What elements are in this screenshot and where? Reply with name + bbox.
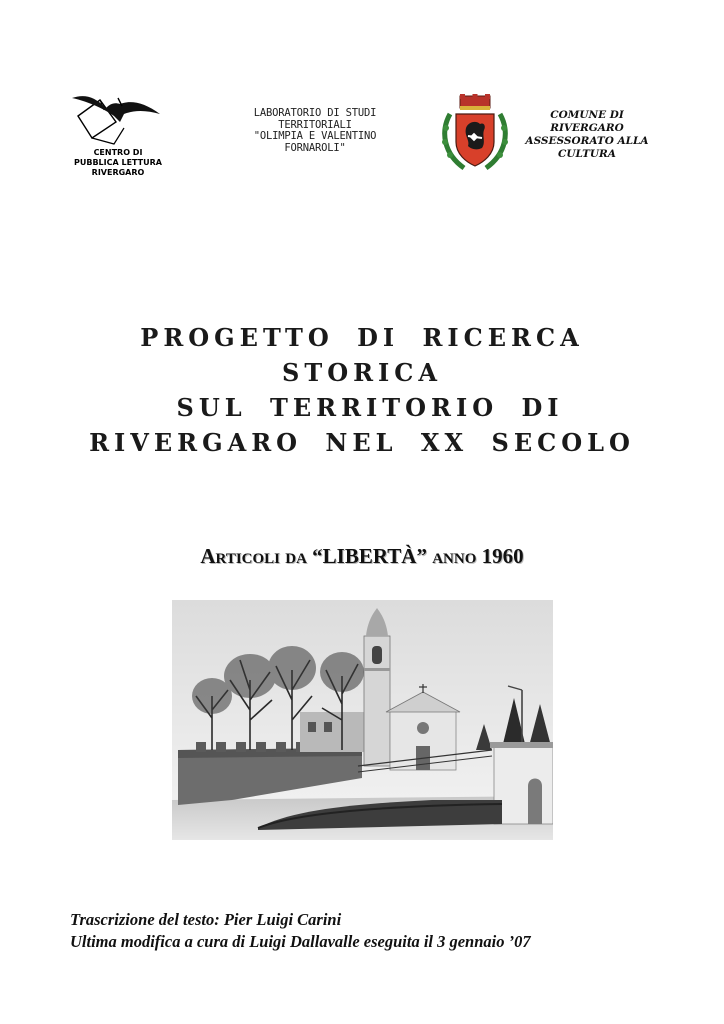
title-line: STORICA (282, 358, 442, 387)
credits (70, 909, 690, 953)
library-name-line: CENTRO DI (93, 148, 143, 157)
page-subtitle: Articoli da “LIBERTÀ” anno 1960 (200, 544, 524, 568)
comune-name (520, 109, 654, 161)
transcription-credit: Trascrizione del testo: Pier Luigi Carini (70, 910, 342, 929)
library-name-line: RIVERGARO (91, 168, 145, 177)
church-photo-image (172, 600, 553, 840)
laboratory-name (230, 108, 400, 154)
comune-line: ASSESSORATO ALLA (525, 135, 649, 147)
church-photo (172, 600, 553, 840)
comune-line: CULTURA (558, 148, 616, 160)
comune-line: RIVERGARO (550, 122, 624, 134)
municipal-crest (438, 92, 512, 174)
laboratory-line: TERRITORIALI (278, 118, 352, 131)
laboratory-line: "OLIMPIA E VALENTINO (253, 130, 377, 142)
title-line: SUL TERRITORIO DI (176, 393, 564, 422)
edit-credit: Ultima modifica a cura di Luigi Dallavalle eseguita il 3 gennaio ’07 (70, 932, 531, 951)
title-line: RIVERGARO NEL XX SECOLO (89, 428, 635, 457)
comune-line: COMUNE DI (550, 109, 624, 121)
municipal-crest-icon (438, 92, 512, 174)
library-logo (68, 92, 168, 184)
title-line: PROGETTO DI RICERCA (140, 323, 584, 352)
library-name-line: PUBBLICA LETTURA (74, 158, 162, 167)
seagull-book-icon (70, 92, 164, 148)
laboratory-line: FORNAROLI" (284, 141, 346, 154)
laboratory-line: LABORATORIO DI STUDI (253, 107, 377, 119)
page-title (40, 320, 684, 460)
